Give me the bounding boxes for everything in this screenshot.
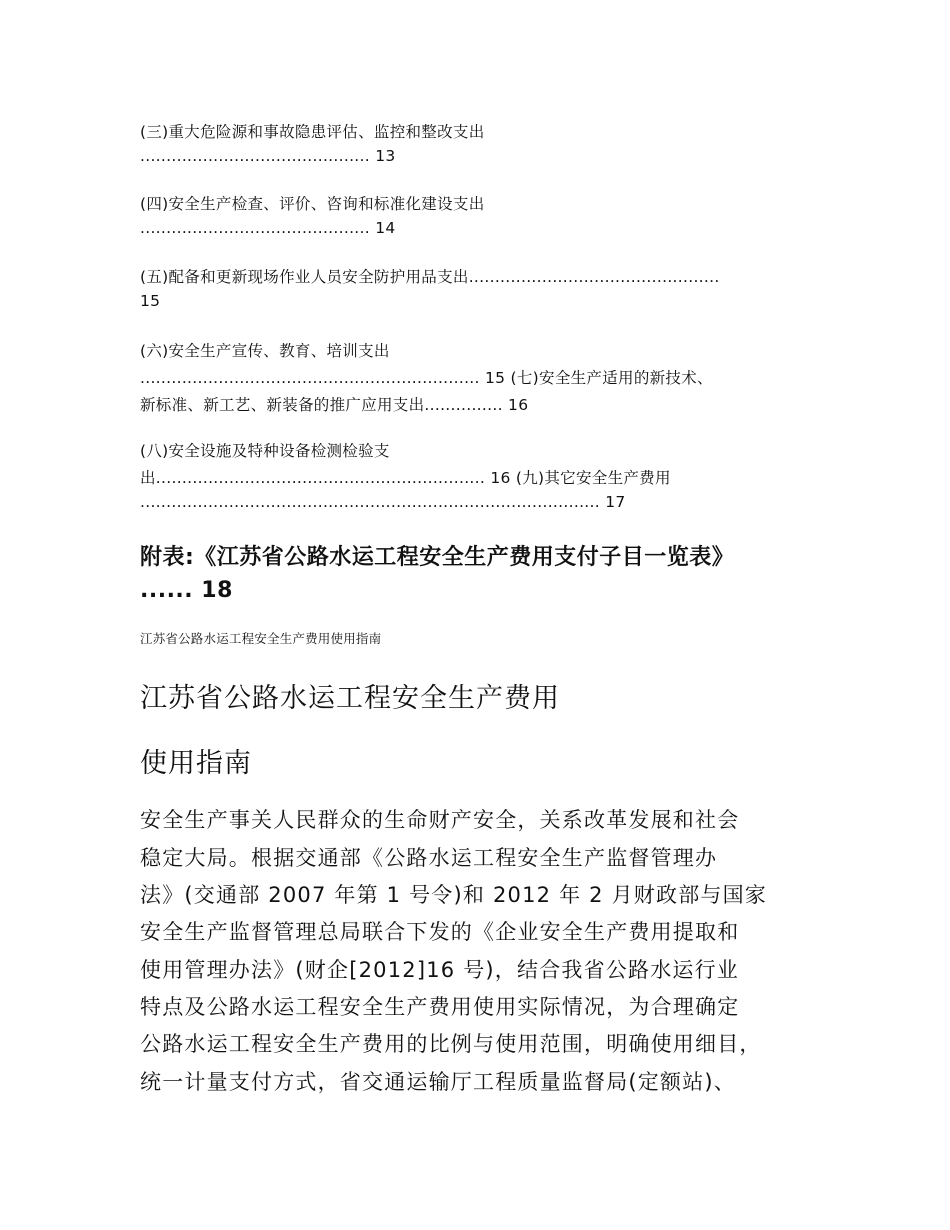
toc-item-3-leader: ............................................ 13 [140, 147, 396, 165]
paragraph-line: 统一计量支付方式，省交通运输厅工程质量监督局(定额站)、 [140, 1070, 736, 1094]
toc-item-9-leader: ........................................................................................ 17 [140, 493, 626, 511]
toc-item-5-line: (五)配备和更新现场作业人员安全防护用品支出................................................ [140, 268, 720, 286]
paragraph-line: 安全生产监督管理总局联合下发的《企业安全生产费用提取和 [140, 920, 740, 944]
toc-item-3-title: (三)重大危险源和事故隐患评估、监控和整改支出 [140, 123, 485, 141]
toc-item-7-cont: 新标准、新工艺、新装备的推广应用支出............... 16 [140, 396, 529, 414]
title-line-2: 使用指南 [140, 748, 252, 779]
paragraph-line: 使用管理办法》(财企[2012]16 号)，结合我省公路水运行业 [140, 958, 740, 982]
paragraph-line: 稳定大局。根据交通部《公路水运工程安全生产监督管理办 [140, 846, 718, 870]
toc-item-6-leader: ................................................................. 15 (七)安全生产适用的新技术、 [140, 369, 713, 387]
paragraph-line: 安全生产事关人民群众的生命财产安全，关系改革发展和社会 [140, 808, 740, 832]
toc-item-6-title: (六)安全生产宣传、教育、培训支出 [140, 342, 390, 360]
toc-item-4-leader: ............................................ 14 [140, 219, 396, 237]
toc-appendix-page: ...... 18 [140, 578, 233, 603]
running-header: 江苏省公路水运工程安全生产费用使用指南 [140, 631, 382, 646]
paragraph-line: 特点及公路水运工程安全生产费用使用实际情况，为合理确定 [140, 995, 740, 1019]
toc-appendix-line: 附表:《江苏省公路水运工程安全生产费用支付子目一览表》 [140, 545, 735, 570]
toc-item-5-page: 15 [140, 292, 161, 310]
title-line-1: 江苏省公路水运工程安全生产费用 [140, 683, 560, 714]
toc-item-8-cont: 出............................................................... 16 (九)其它安全生产费用 [140, 469, 671, 487]
paragraph-line: 公路水运工程安全生产费用的比例与使用范围，明确使用细目， [140, 1032, 762, 1056]
toc-item-4-title: (四)安全生产检查、评价、咨询和标准化建设支出 [140, 195, 485, 213]
toc-item-8-title: (八)安全设施及特种设备检测检验支 [140, 442, 390, 460]
paragraph-line: 法》(交通部 2007 年第 1 号令)和 2012 年 2 月财政部与国家 [140, 883, 767, 907]
